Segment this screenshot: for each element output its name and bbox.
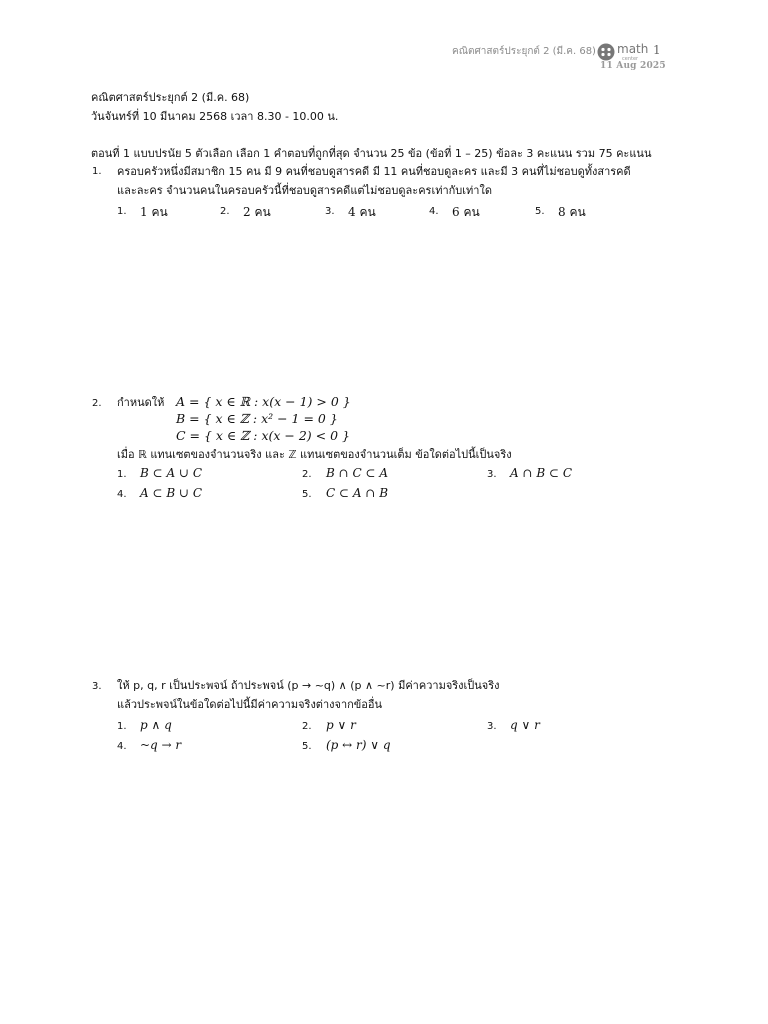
option-value: A ⊂ B ∪ C	[140, 486, 203, 500]
question-number: 1.	[92, 166, 102, 177]
question-text: แล้วประพจน์ในข้อใดต่อไปนี้มีค่าความจริงต่างจากข้ออื่น	[117, 698, 383, 711]
question-number: 2.	[92, 398, 102, 409]
option-number: 5.	[302, 741, 312, 752]
question-text: และละคร จำนวนคนในครอบครัวนี้ที่ชอบดูสารคดีแต่ไม่ชอบดูละครเท่ากับเท่าใด	[117, 184, 492, 197]
option-value: 2 คน	[243, 205, 271, 219]
option-number: 5.	[535, 206, 545, 217]
option-number: 5.	[302, 489, 312, 500]
question-text: ให้ p, q, r เป็นประพจน์ ถ้าประพจน์ (p → ~q) ∧ (p ∧ ~r) มีค่าความจริงเป็นจริง	[117, 679, 500, 692]
header-title: คณิตศาสตร์ประยุกต์ 2 (มี.ค. 68)	[452, 46, 596, 57]
exam-datetime: วันจันทร์ที่ 10 มีนาคม 2568 เวลา 8.30 - 10.00 น.	[91, 110, 339, 123]
option-number: 4.	[429, 206, 439, 217]
option-value: (p ↔ r) ∨ q	[326, 738, 391, 752]
question-text: ครอบครัวหนึ่งมีสมาชิก 15 คน มี 9 คนที่ชอบดูสารคดี มี 11 คนที่ชอบดูละคร และมี 3 คนที่ไม่ชอบดูทั้งสารคดี	[117, 165, 631, 178]
set-definition-a: A = { x ∈ ℝ : x(x − 1) > 0 }	[176, 394, 351, 409]
option-value: 4 คน	[348, 205, 376, 219]
option-value: p ∧ q	[140, 718, 172, 732]
option-value: B ∩ C ⊂ A	[326, 466, 389, 480]
question-text: เมื่อ ℝ แทนเซตของจำนวนจริง และ ℤ แทนเซตของจำนวนเต็ม ข้อใดต่อไปนี้เป็นจริง	[117, 448, 512, 461]
option-number: 1.	[117, 721, 127, 732]
logo-subtext: center	[622, 56, 639, 62]
option-value: A ∩ B ⊂ C	[510, 466, 573, 480]
section-instruction: ตอนที่ 1 แบบปรนัย 5 ตัวเลือก เลือก 1 คำตอบที่ถูกที่สุด จำนวน 25 ข้อ (ข้อที่ 1 – 25) ข้อละ 3 คะแนน รวม 75 คะแนน	[91, 147, 652, 160]
option-value: 1 คน	[140, 205, 168, 219]
option-number: 1.	[117, 469, 127, 480]
option-value: C ⊂ A ∩ B	[326, 486, 389, 500]
option-number: 3.	[487, 721, 497, 732]
option-number: 1.	[117, 206, 127, 217]
set-definition-c: C = { x ∈ ℤ : x(x − 2) < 0 }	[176, 428, 350, 443]
option-value: 8 คน	[558, 205, 586, 219]
question-number: 3.	[92, 681, 102, 692]
option-value: 6 คน	[452, 205, 480, 219]
option-number: 2.	[302, 721, 312, 732]
set-definition-b: B = { x ∈ ℤ : x² − 1 = 0 }	[176, 411, 338, 426]
option-value: B ⊂ A ∪ C	[140, 466, 203, 480]
page-number: 1	[653, 43, 661, 57]
question-intro: กำหนดให้	[117, 396, 165, 409]
option-number: 2.	[302, 469, 312, 480]
option-number: 4.	[117, 741, 127, 752]
logo-wordmark: math	[617, 42, 649, 56]
option-number: 2.	[220, 206, 230, 217]
option-number: 3.	[487, 469, 497, 480]
option-value: q ∨ r	[510, 718, 540, 732]
option-value: ~q → r	[140, 738, 182, 752]
header-date: 11 Aug 2025	[600, 61, 666, 71]
exam-title: คณิตศาสตร์ประยุกต์ 2 (มี.ค. 68)	[91, 91, 250, 104]
option-number: 3.	[325, 206, 335, 217]
option-number: 4.	[117, 489, 127, 500]
math-center-logo	[597, 42, 649, 62]
option-value: p ∨ r	[326, 718, 356, 732]
